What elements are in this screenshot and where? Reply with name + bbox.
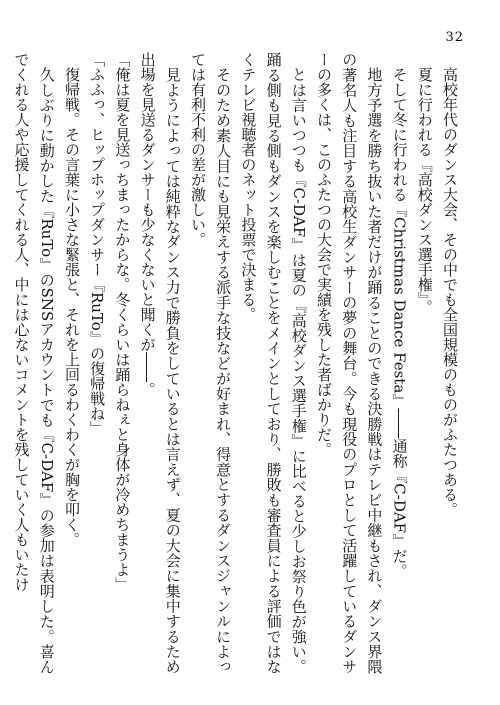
dialogue: 「俺は夏を見送っちまったからな。冬くらいは踊らねぇと身体が冷めちまうよ」 xyxy=(113,52,132,592)
page-number: 32 xyxy=(445,30,464,45)
body-text xyxy=(8,52,462,674)
paragraph: 夏に行われる『高校ダンス選手権』。 xyxy=(415,67,434,315)
paragraph: そして冬に行われる『Christmas Dance Festa』――通称『C-DAF』だ。 xyxy=(390,67,409,579)
paragraph: そのため素人目にも見栄えする派手な技などが好まれ、得意とするダンスジャンルによっては有利不利の差が激しい。 xyxy=(188,52,233,674)
paragraph: 地方予選を勝ち抜いた者だけが踊ることのできる決勝戦はテレビ中継もされ、ダンス界隈の著名人も注目する高校生ダンサーの夢の舞台。今も現役のプロとして活躍しているダンサーの多くは、このふたつの大会で実績を残した者ばかりだ。 xyxy=(314,52,384,674)
paragraph: 復帰戦。その言葉に小さな緊張と、それを上回るわくわくが胸を叩く。 xyxy=(62,67,81,547)
paragraph: 見ようによっては純粋なダンス力で勝負をしているとは言えず、夏の大会に集中するため出場を見送るダンサーも少なくないと聞くが――。 xyxy=(138,52,182,674)
paragraph: 久しぶりに動かした『RuTo』のSNSアカウントでも『C-DAF』の参加は表明した。喜んでくれる人や応援してくれる人、中には心ないコメントを残していく人もいたけ xyxy=(12,52,56,674)
dialogue: 「ふふっ、ヒップホップダンサー『RuTo』の復帰戦ね」 xyxy=(88,52,107,436)
paragraph: とは言いつつも『C-DAF』は夏の『高校ダンス選手権』に比べると少しお祭り色が強い。踊る側も見る側もダンスを楽しむことをメインとしており、勝敗も審査員による評価ではなくテレビ視聴者のネット投票で決まる。 xyxy=(239,52,308,674)
paragraph: 高校年代のダンス大会、その中でも全国規模のものがふたつある。 xyxy=(441,67,459,517)
